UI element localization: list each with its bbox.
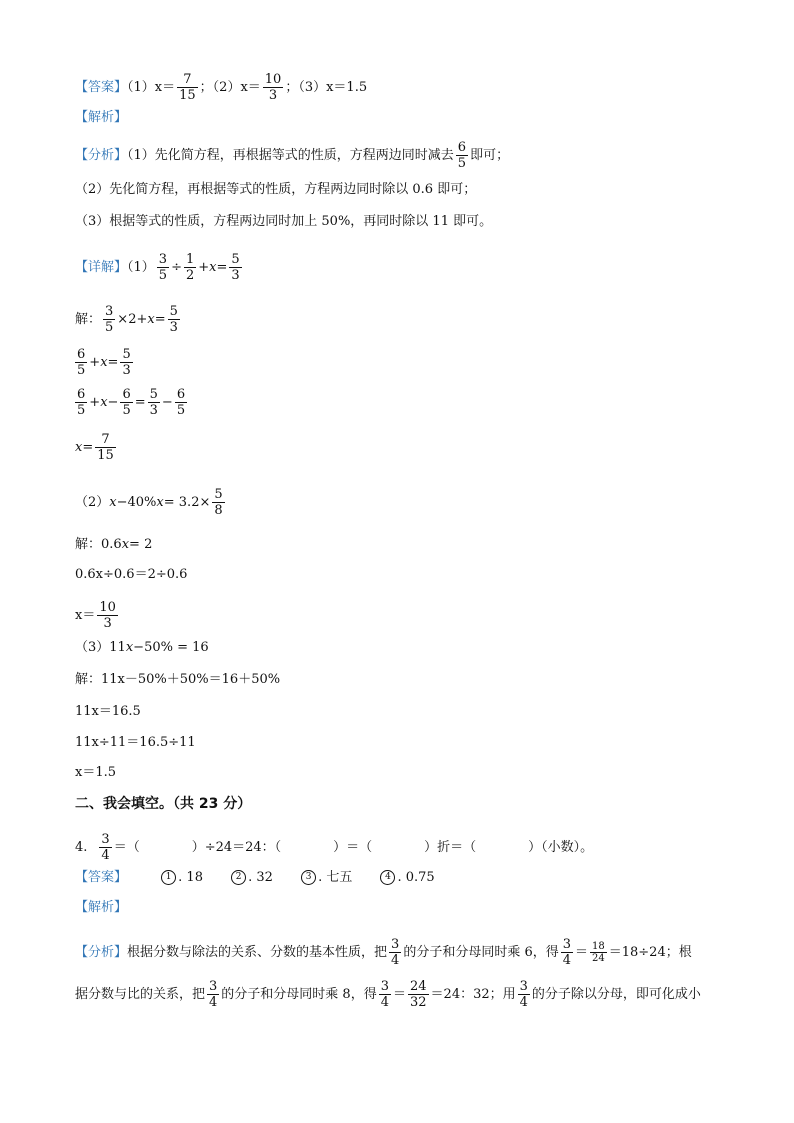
detail-equation-1 bbox=[75, 252, 244, 283]
fraction: $\frac{10}{3}$ bbox=[99, 600, 116, 631]
circle-number: 3 bbox=[301, 870, 316, 885]
fraction: $\frac{7}{15}$ bbox=[179, 72, 196, 103]
step-3 bbox=[75, 387, 189, 418]
question-text: ＝（ ）÷24＝24：（ ）＝（ ）折＝（ ）（小数）。 bbox=[113, 840, 594, 855]
fenxi-text: （1）先化简方程，再根据等式的性质，方程两边同时减去 bbox=[127, 148, 454, 163]
fraction: $\frac{3}{4}$ bbox=[101, 832, 110, 863]
variable: x bbox=[100, 355, 108, 370]
fraction: $\frac{5}{3}$ bbox=[122, 347, 131, 378]
fraction: $\frac{24}{32}$ bbox=[410, 979, 427, 1010]
step-2 bbox=[75, 347, 135, 378]
operator: = bbox=[107, 355, 119, 370]
fraction: $\frac{5}{3}$ bbox=[231, 252, 240, 283]
fraction: $\frac{10}{3}$ bbox=[264, 72, 282, 103]
operator: + bbox=[198, 260, 210, 275]
coefficient: 0.6 bbox=[101, 537, 122, 552]
fenxi-text: 的分子除以分母，即可化成小 bbox=[531, 987, 701, 1002]
operator: = bbox=[82, 440, 94, 455]
circle-number: 2 bbox=[231, 870, 246, 885]
variable: x bbox=[147, 312, 155, 327]
rhs: = 2 bbox=[129, 537, 153, 552]
fenxi-text: 根据分数与除法的关系、分数的基本性质，把 bbox=[127, 945, 388, 960]
fenxi-tag: 【分析】 bbox=[75, 945, 128, 960]
fenxi-text: 的分子和分母同时乘 8，得 bbox=[221, 987, 377, 1002]
circle-number: 4 bbox=[380, 870, 395, 885]
fraction: $\frac{3}{4}$ bbox=[562, 937, 571, 968]
analysis-tag: 【解析】 bbox=[75, 110, 128, 125]
label: 解： bbox=[75, 537, 102, 552]
fraction: $\frac{6}{5}$ bbox=[77, 387, 86, 418]
answer-item: 4 . 0.75 bbox=[380, 870, 434, 885]
answer-tag: 【答案】 bbox=[75, 80, 128, 95]
label: x＝ bbox=[75, 608, 96, 623]
variable: x bbox=[209, 260, 217, 275]
detail-equation-3 bbox=[75, 640, 209, 656]
d3-step-3: 11x÷11＝16.5÷11 bbox=[75, 735, 196, 750]
d2-step-1 bbox=[75, 537, 152, 553]
fenxi-line-3: （3）根据等式的性质，方程两边同时加上 50%，再同时除以 11 即可。 bbox=[75, 214, 493, 229]
section-title: 二、我会填空。（共 23 分） bbox=[75, 796, 252, 812]
fenxi-text: ＝18÷24；根 bbox=[608, 945, 692, 960]
q4-fenxi-line-2 bbox=[75, 979, 701, 1010]
fenxi-tag: 【分析】 bbox=[75, 148, 128, 163]
operator: ÷ bbox=[171, 260, 182, 275]
operator: = bbox=[154, 312, 166, 327]
answer-item: 3 . 七五 bbox=[301, 870, 352, 885]
answer-tag: 【答案】 bbox=[75, 870, 128, 885]
fraction: $\frac{3}{4}$ bbox=[391, 937, 400, 968]
d2-step-2: 0.6x÷0.6＝2÷0.6 bbox=[75, 567, 188, 582]
variable: x bbox=[100, 395, 108, 410]
answer-item: 1 . 18 bbox=[161, 870, 203, 885]
variable: x bbox=[156, 495, 164, 510]
answer-part-2: ；（2）x＝ bbox=[199, 80, 261, 95]
d3-step-2: 11x＝16.5 bbox=[75, 704, 141, 719]
q4-fenxi-line-1 bbox=[75, 937, 692, 968]
operator: ＝ bbox=[392, 987, 406, 1002]
variable: x bbox=[121, 537, 130, 552]
fraction: $\frac{6}{5}$ bbox=[176, 387, 186, 418]
answer-part-3: ；（3）x＝1.5 bbox=[285, 80, 368, 95]
fraction: $\frac{7}{15}$ bbox=[97, 432, 114, 463]
label: （3） bbox=[75, 640, 110, 655]
fenxi-text: 即可； bbox=[470, 148, 510, 163]
d2-step-3 bbox=[75, 600, 120, 631]
fenxi-text: 据分数与比的关系，把 bbox=[75, 987, 206, 1002]
fraction: $\frac{5}{3}$ bbox=[149, 387, 158, 418]
fraction: $\frac{3}{4}$ bbox=[519, 979, 528, 1010]
fenxi-line-1 bbox=[75, 140, 509, 171]
operator: − bbox=[107, 395, 119, 410]
variable: x bbox=[125, 640, 134, 655]
d3-step-1: 解：11x－50%＋50%＝16＋50% bbox=[75, 672, 281, 687]
q4-question bbox=[75, 832, 593, 863]
fraction: $\frac{6}{5}$ bbox=[77, 347, 86, 378]
step-1 bbox=[75, 304, 182, 335]
variable: x bbox=[75, 440, 83, 455]
fenxi-text: 的分子和分母同时乘 6，得 bbox=[403, 945, 559, 960]
d3-step-4: x＝1.5 bbox=[75, 765, 117, 780]
detail-equation-2 bbox=[75, 487, 227, 518]
label: （2） bbox=[75, 495, 110, 510]
step-4 bbox=[75, 432, 118, 463]
fraction: $\frac{1}{2}$ bbox=[185, 252, 195, 283]
operator: + bbox=[89, 395, 101, 410]
label: （1） bbox=[127, 260, 155, 275]
operator: − bbox=[161, 395, 173, 410]
coefficient: 11 bbox=[109, 640, 126, 655]
fraction: $\frac{5}{3}$ bbox=[169, 304, 178, 335]
q4-answer-line bbox=[75, 870, 435, 886]
operator: ＝ bbox=[575, 945, 589, 960]
fraction: $\frac{5}{8}$ bbox=[214, 487, 223, 518]
analysis-tag: 【解析】 bbox=[75, 900, 128, 915]
label: 解： bbox=[75, 312, 102, 327]
variable: x bbox=[109, 495, 117, 510]
circle-number: 1 bbox=[161, 870, 176, 885]
operator: = bbox=[134, 395, 146, 410]
fraction: $\frac{18}{24}$ bbox=[592, 941, 605, 964]
operator: ×2+ bbox=[117, 312, 148, 327]
fraction: $\frac{6}{5}$ bbox=[122, 387, 131, 418]
detail-tag: 【详解】 bbox=[75, 260, 128, 275]
q3-answer-line bbox=[75, 72, 367, 103]
operator: −40% bbox=[116, 495, 157, 510]
fenxi-line-2: （2）先化简方程，再根据等式的性质，方程两边同时除以 0.6 即可； bbox=[75, 182, 477, 197]
operator: = 3.2× bbox=[163, 495, 211, 510]
operator: = bbox=[216, 260, 228, 275]
question-number: 4. bbox=[75, 840, 88, 855]
fraction: $\frac{3}{5}$ bbox=[105, 304, 114, 335]
operator: + bbox=[89, 355, 101, 370]
fraction: $\frac{6}{5}$ bbox=[457, 140, 467, 171]
rhs: −50% = 16 bbox=[133, 640, 209, 655]
answer-item: 2 . 32 bbox=[231, 870, 273, 885]
fraction: $\frac{3}{4}$ bbox=[209, 979, 218, 1010]
fraction: $\frac{3}{5}$ bbox=[158, 252, 168, 283]
fraction: $\frac{3}{4}$ bbox=[380, 979, 389, 1010]
fenxi-text: ＝24：32；用 bbox=[430, 987, 516, 1002]
answer-part-1: （1）x＝ bbox=[127, 80, 176, 95]
